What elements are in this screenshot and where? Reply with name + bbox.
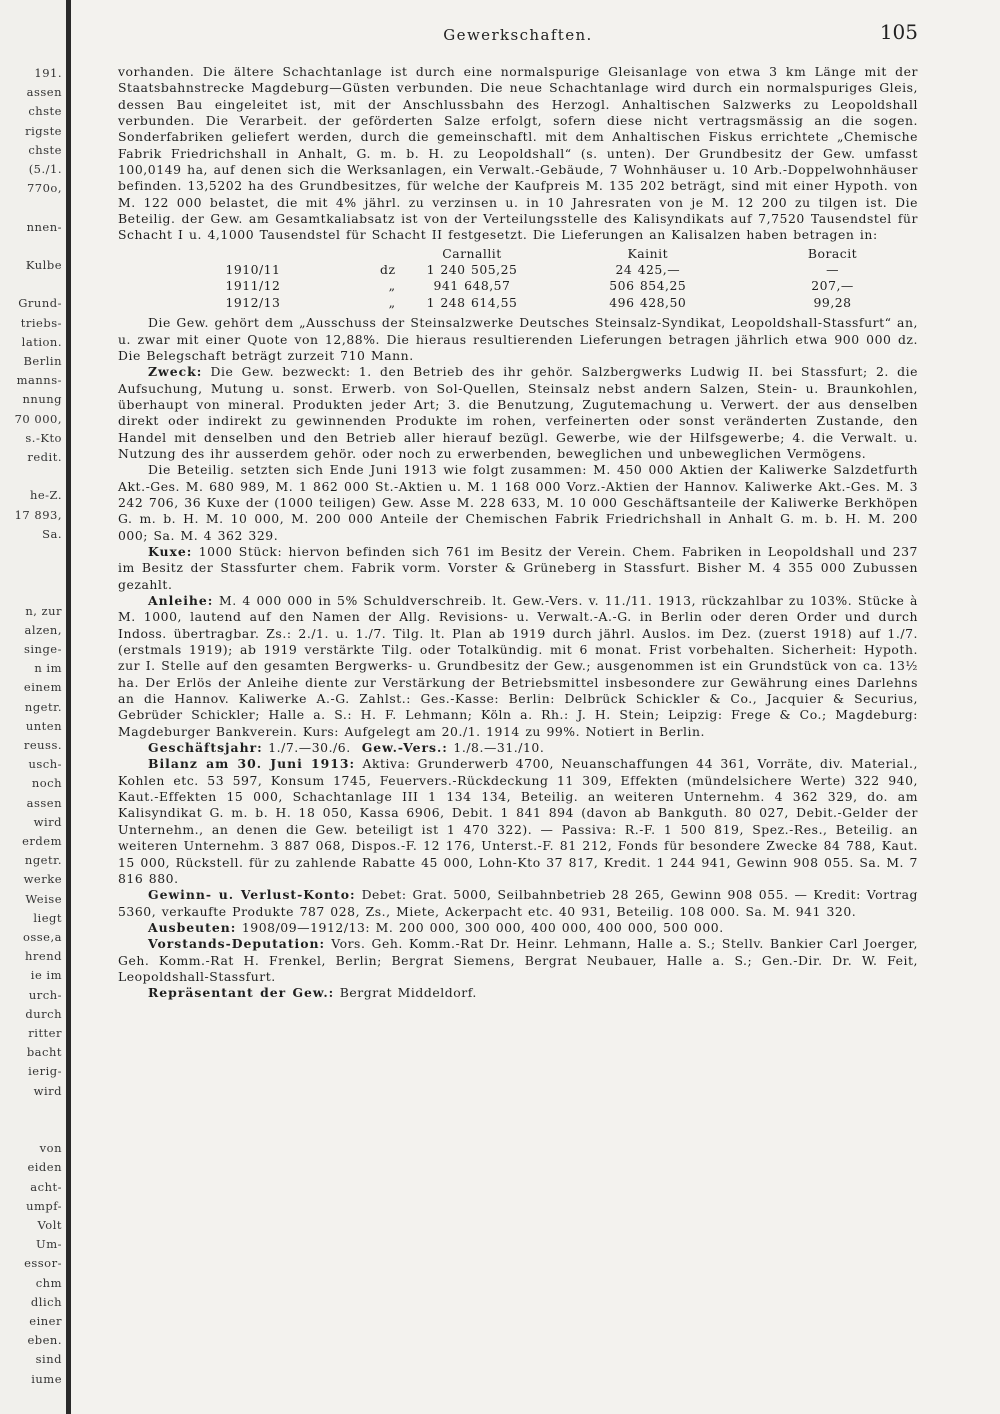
margin-fragment: essor-: [24, 1256, 62, 1271]
margin-fragment: noch: [31, 776, 62, 791]
margin-fragment: reuss.: [23, 738, 62, 752]
margin-fragment: erdem: [22, 834, 62, 848]
margin-fragment: bacht: [26, 1045, 62, 1060]
margin-fragment: 70 000,: [14, 411, 62, 426]
label-vorstand: Vorstands-Deputation:: [148, 936, 326, 952]
text-repraesentant: Bergrat Middeldorf.: [339, 985, 477, 1001]
section-anleihe: [118, 593, 918, 740]
label-gew-vers: Gew.-Vers.:: [361, 740, 448, 756]
margin-fragment: einer: [29, 1314, 62, 1328]
table-cell: 506 854,25: [609, 278, 687, 294]
section-geschaeftsjahr: [118, 740, 918, 756]
margin-fragment: acht-: [30, 1179, 62, 1194]
table-cell: 207,—: [811, 278, 854, 294]
paragraph-syndicate: Die Gew. gehört dem „Ausschuss der Steinsalzwerke Deutsches Steinsalz-Syndikat, Leopoldshall-Stassfurt“ an, u. zwar mit einer Quote von 12,88%. Die hieraus resultierenden Lieferungen betragen jährlich etwa 900 000 dz. Die Belegschaft beträgt zurzeit 710 Mann.: [118, 315, 918, 363]
margin-fragment: ie im: [30, 968, 62, 983]
margin-fragment: 17 893,: [14, 507, 62, 522]
margin-fragment: eiden: [27, 1160, 62, 1175]
margin-fragment: umpf-: [26, 1198, 62, 1213]
page-title: Gewerkschaften.: [443, 26, 593, 44]
margin-fragment: assen: [26, 795, 62, 810]
text-kuxe: 1000 Stück: hiervon befinden sich 761 im Besitz der Verein. Chem. Fabriken in Leopoldshall und 237 im Besitz der Stassfurter chem. Fabrik vorm. Vorster & Grüneberg in Stassfurt. Bisher M. 4 355 000 Zubussen gezahlt.: [118, 543, 918, 592]
table-cell: 1911/12: [225, 278, 281, 294]
text-bilanz: Aktiva: Grunderwerb 4700, Neuanschaffungen 44 361, Vorräte, div. Material., Kohlen etc. 53 597, Konsum 1745, Feuervers.-Rückdeckung 11 309, Effekten (mündelsichere Werte) 322 940, Kaut.-Effekten 15 000, Schachtanlage III 1 134 134, Beteilig. an weiteren Unternehm. 4 362 329, do. am Kalisyndikat G. m. b. H. 18 050, Kassa 6906, Debit. 1 841 894 (davon ab Bankguth. 80 027, Debit.-Gelder der Unternehm., an denen die Gew. beteiligt ist 1 470 322). — Passiva: R.-F. 1 500 819, Spez.-Res., Beteilig. an weiteren Unternehm. 3 887 068, Dispos.-F. 12 176, Unterst.-F. 81 212, Fonds für besondere Zwecke 84 788, Kaut. 15 000, Rückstell. für zu zahlende Rabatte 45 000, Lohn-Kto 37 817, Kredit. 1 244 941, Gewinn 908 055. Sa. M. 7 816 880.: [118, 756, 918, 886]
paragraph-beteilig: Die Beteilig. setzten sich Ende Juni 1913 wie folgt zusammen: M. 450 000 Aktien der Kaliwerke Salzdetfurth Akt.-Ges. M. 680 989, M. 1 862 000 St.-Aktien u. M. 1 168 000 Vorz.-Aktien der Hannov. Kaliwerke Akt.-Ges. M. 3 242 706, 36 Kuxe der (1000 teiligen) Gew. Asse M. 228 633, M. 10 000 Geschäftsanteile der Kaliwerke Berkhöpen G. m. b. H. M. 10 000, M. 200 000 Anteile der Chemischen Fabrik Friedrichshall in Anhalt G. m. b. H. M. 200 000; Sa. M. 4 362 329.: [118, 462, 918, 543]
page-body: [118, 64, 918, 1002]
margin-fragment: Grund-: [18, 296, 62, 311]
margin-fragment: iume: [31, 1371, 62, 1386]
left-margin-fragments: [0, 0, 66, 1414]
margin-fragment: triebs-: [20, 315, 62, 330]
margin-fragment: ierig-: [28, 1064, 62, 1079]
margin-fragment: sind: [35, 1352, 62, 1367]
text-vorstand: Vors. Geh. Komm.-Rat Dr. Heinr. Lehmann, Halle a. S.; Stellv. Bankier Carl Joerger, Geh. Komm.-Rat H. Frenkel, Berlin; Bergrat Siemens, Bergrat Neubauer, Halle a. S.; Gen.-Dir. Dr. W. Feit, Leopoldshall-Stassfurt.: [118, 936, 918, 984]
table-header-cell: [348, 246, 396, 262]
margin-fragment: Kulbe: [25, 258, 62, 272]
margin-fragment: ritter: [28, 1026, 62, 1040]
table-cell: 24 425,—: [615, 262, 681, 278]
text-zweck: Die Gew. bezweckt: 1. den Betrieb des ihr gehör. Salzbergwerks Ludwig II. bei Stassfurt; 2. die Aufsuchung, Mutung u. sonst. Erwerb. von Sol-Quellen, Steinsalz nebst andern Salzen, Stein- u. Braunkohlen, überhaupt von mineral. Produkten jeder Art; 3. die Benutzung, Zugutemachung u. Verwert. der aus denselben direkt oder indirekt zu gewinnenden Produkte im rohen, verfeinerten oder sonst veränderten Zustande, den Handel mit denselben und den Betrieb aller hierauf bezügl. Gewerbe, wie der Hilfsgewerbe; 4. die Verwalt. u. Nutzung des ihr ausserdem gehör. oder noch zu erwerbenden, beweglichen und unbeweglichen Vermögens.: [118, 364, 918, 461]
margin-fragment: manns-: [16, 373, 62, 388]
margin-fragment: werke: [23, 872, 62, 887]
margin-fragment: he-Z.: [29, 488, 62, 503]
margin-fragment: Volt: [37, 1218, 62, 1232]
text-geschaeftsjahr: 1./7.—30./6.: [268, 740, 351, 756]
margin-fragment: lation.: [21, 334, 62, 349]
margin-fragment: urch-: [28, 987, 62, 1002]
margin-fragment: assen: [26, 85, 62, 100]
gutter-divider: [66, 0, 71, 1414]
margin-fragment: von: [39, 1141, 62, 1156]
table-header-carnallit: Carnallit: [442, 245, 502, 261]
margin-fragment: hrend: [25, 949, 62, 964]
table-header-cell: [118, 246, 348, 262]
label-geschaeftsjahr: Geschäftsjahr:: [148, 740, 263, 756]
label-bilanz: Bilanz am 30. Juni 1913:: [148, 756, 356, 772]
label-ausbeuten: Ausbeuten:: [148, 919, 237, 935]
margin-fragment: rigste: [25, 123, 62, 138]
margin-fragment: nnung: [22, 392, 62, 407]
page-header: [118, 20, 918, 48]
text-ausbeuten: 1908/09—1912/13: M. 200 000, 300 000, 400 000, 400 000, 500 000.: [241, 919, 724, 935]
table-row: [118, 262, 918, 278]
margin-fragment: chm: [35, 1275, 62, 1290]
text-anleihe: M. 4 000 000 in 5% Schuldverschreib. lt. Gew.-Vers. v. 11./11. 1913, rückzahlbar zu 103%. Stücke à M. 1000, lautend auf den Namen der Allg. Revisions- u. Verwalt.-A.-G. in Berlin oder deren Order und durch Indoss. übertragbar. Zs.: 2./1. u. 1./7. Tilg. lt. Plan ab 1919 durch jährl. Auslos. im Dez. (zuerst 1918) auf 1./7. (erstmals 1919); ab 1919 verstärkte Tilg. oder Totalkündig. mit 6 monat. Frist vorbehalten. Sicherheit: Hypoth. zur I. Stelle auf den gesamten Bergwerks- u. Grundbesitz der Gew.; ausgenommen ist ein Grundstück von ca. 13½ ha. Der Erlös der Anleihe diente zur Verstärkung der Betriebsmittel insbesondere zur Gewährung eines Darlehns an die Hannov. Kaliwerke A.-G. Zahlst.: Ges.-Kasse: Berlin: Delbrück Schickler & Co., Jacquier & Securius, Gebrüder Schickler; Halle a. S.: H. F. Lehmann; Köln a. Rh.: J. H. Stein; Leipzig: Frege & Co.; Magdeburg: Magdeburger Bankverein. Kurs: Aufgelegt am 20./1. 1914 zu 99%. Notiert in Berlin.: [118, 593, 918, 739]
margin-fragment: dlich: [30, 1294, 62, 1309]
table-header-kainit: Kainit: [627, 245, 669, 261]
table-cell: dz: [380, 262, 396, 278]
table-cell: 1 240 505,25: [426, 262, 518, 278]
margin-fragment: Berlin: [23, 354, 62, 368]
text-gew-vers: 1./8.—31./10.: [453, 740, 545, 756]
table-cell: 1910/11: [225, 262, 281, 278]
section-repraesentant: [118, 985, 918, 1001]
label-anleihe: Anleihe:: [148, 593, 214, 608]
margin-fragment: unten: [25, 718, 62, 733]
table-cell: —: [826, 262, 839, 278]
section-bilanz: [118, 756, 918, 887]
table-cell: 941 648,57: [433, 278, 511, 294]
page-number: 105: [879, 20, 918, 44]
margin-fragment: redit.: [27, 450, 62, 464]
section-kuxe: [118, 544, 918, 593]
margin-fragment: chste: [28, 142, 62, 157]
margin-fragment: osse,a: [22, 930, 62, 944]
margin-fragment: Sa.: [42, 526, 62, 541]
margin-fragment: chste: [28, 104, 62, 119]
section-vorstand: [118, 936, 918, 985]
margin-fragment: 770o,: [26, 181, 62, 196]
section-ausbeuten: [118, 920, 918, 936]
table-cell: 1 248 614,55: [426, 294, 518, 310]
margin-fragment: s.-Kto: [25, 430, 62, 445]
section-zweck: [118, 364, 918, 462]
margin-fragment: Weise: [25, 891, 62, 906]
margin-fragment: alzen,: [24, 622, 62, 637]
paragraph-description: vorhanden. Die ältere Schachtanlage ist durch eine normalspurige Gleisanlage von etwa 3 km Länge mit der Staatsbahnstrecke Magdeburg—Güsten verbunden. Die neue Schachtanlage wird durch ein normalspuriges Gleis, dessen Bau eingeleitet ist, mit der Anschlussbahn des Herzogl. Anhaltischen Salzwerks zu Leopoldshall verbunden. Die Verarbeit. der geförderten Salze erfolgt, sofern diese nicht vertragsmässig an die sogen. Sonderfabriken geliefert werden, durch die gemeinschaftl. mit dem Anhaltischen Fiskus errichtete „Chemische Fabrik Friedrichshall in Anhalt, G. m. b. H. zu Leopoldshall“ (s. unten). Der Grundbesitz der Gew. umfasst 100,0149 ha, auf denen sich die Werksanlagen, ein Verwalt.-Gebäude, 7 Wohnhäuser u. 10 Arb.-Doppelwohnhäuser befinden. 13,5202 ha des Grundbesitzes, für welche der Kaufpreis M. 135 202 beträgt, sind mit einer Hypoth. von M. 122 000 belastet, die mit 4% jährl. zu verzinsen u. in 10 Jahresraten von je M. 12 200 zu tilgen ist. Die Beteilig. der Gew. am Gesamtkaliabsatz ist von der Verteilungsstelle des Kalisyndikats auf 7,7520 Tausendstel für Schacht I u. 4,1000 Tausendstel für Schacht II festgesetzt. Die Lieferungen an Kalisalzen haben betragen in:: [118, 64, 918, 243]
margin-fragment: durch: [25, 1006, 62, 1021]
label-guv: Gewinn- u. Verlust-Konto:: [148, 887, 356, 903]
table-cell: 1912/13: [225, 294, 281, 310]
margin-fragment: eben.: [27, 1333, 62, 1348]
table-cell: „: [388, 294, 396, 310]
margin-fragment: ngetr.: [24, 853, 62, 868]
table-cell: 99,28: [813, 294, 852, 310]
margin-fragment: n, zur: [25, 603, 62, 618]
table-cell: 496 428,50: [609, 294, 687, 310]
margin-fragment: (5./1.: [28, 162, 62, 176]
table-row: [118, 278, 918, 294]
margin-fragment: usch-: [28, 757, 62, 772]
deliveries-table: [118, 246, 918, 311]
table-header-boracit: Boracit: [807, 245, 858, 261]
margin-fragment: 191.: [34, 66, 62, 80]
margin-fragment: n im: [34, 661, 62, 676]
section-guv: [118, 887, 918, 920]
label-zweck: Zweck:: [148, 364, 203, 380]
table-row: [118, 295, 918, 311]
margin-fragment: liegt: [33, 910, 62, 925]
text-guv: Debet: Grat. 5000, Seilbahnbetrieb 28 265, Gewinn 908 055. — Kredit: Vortrag 5360, verkaufte Produkte 787 028, Zs., Miete, Ackerpacht etc. 40 931, Beteilig. 108 000. Sa. M. 941 320.: [118, 887, 918, 919]
margin-fragment: einem: [23, 680, 62, 695]
table-header-row: [118, 246, 918, 262]
margin-fragment: wird: [33, 814, 62, 829]
margin-fragment: ngetr.: [24, 699, 62, 714]
label-repraesentant: Repräsentant der Gew.:: [148, 985, 335, 1001]
margin-fragment: singe-: [23, 642, 62, 656]
table-cell: „: [388, 278, 396, 294]
label-kuxe: Kuxe:: [148, 543, 193, 559]
margin-fragment: wird: [33, 1083, 62, 1098]
margin-fragment: Um-: [36, 1237, 62, 1252]
margin-fragment: nnen-: [26, 219, 62, 234]
